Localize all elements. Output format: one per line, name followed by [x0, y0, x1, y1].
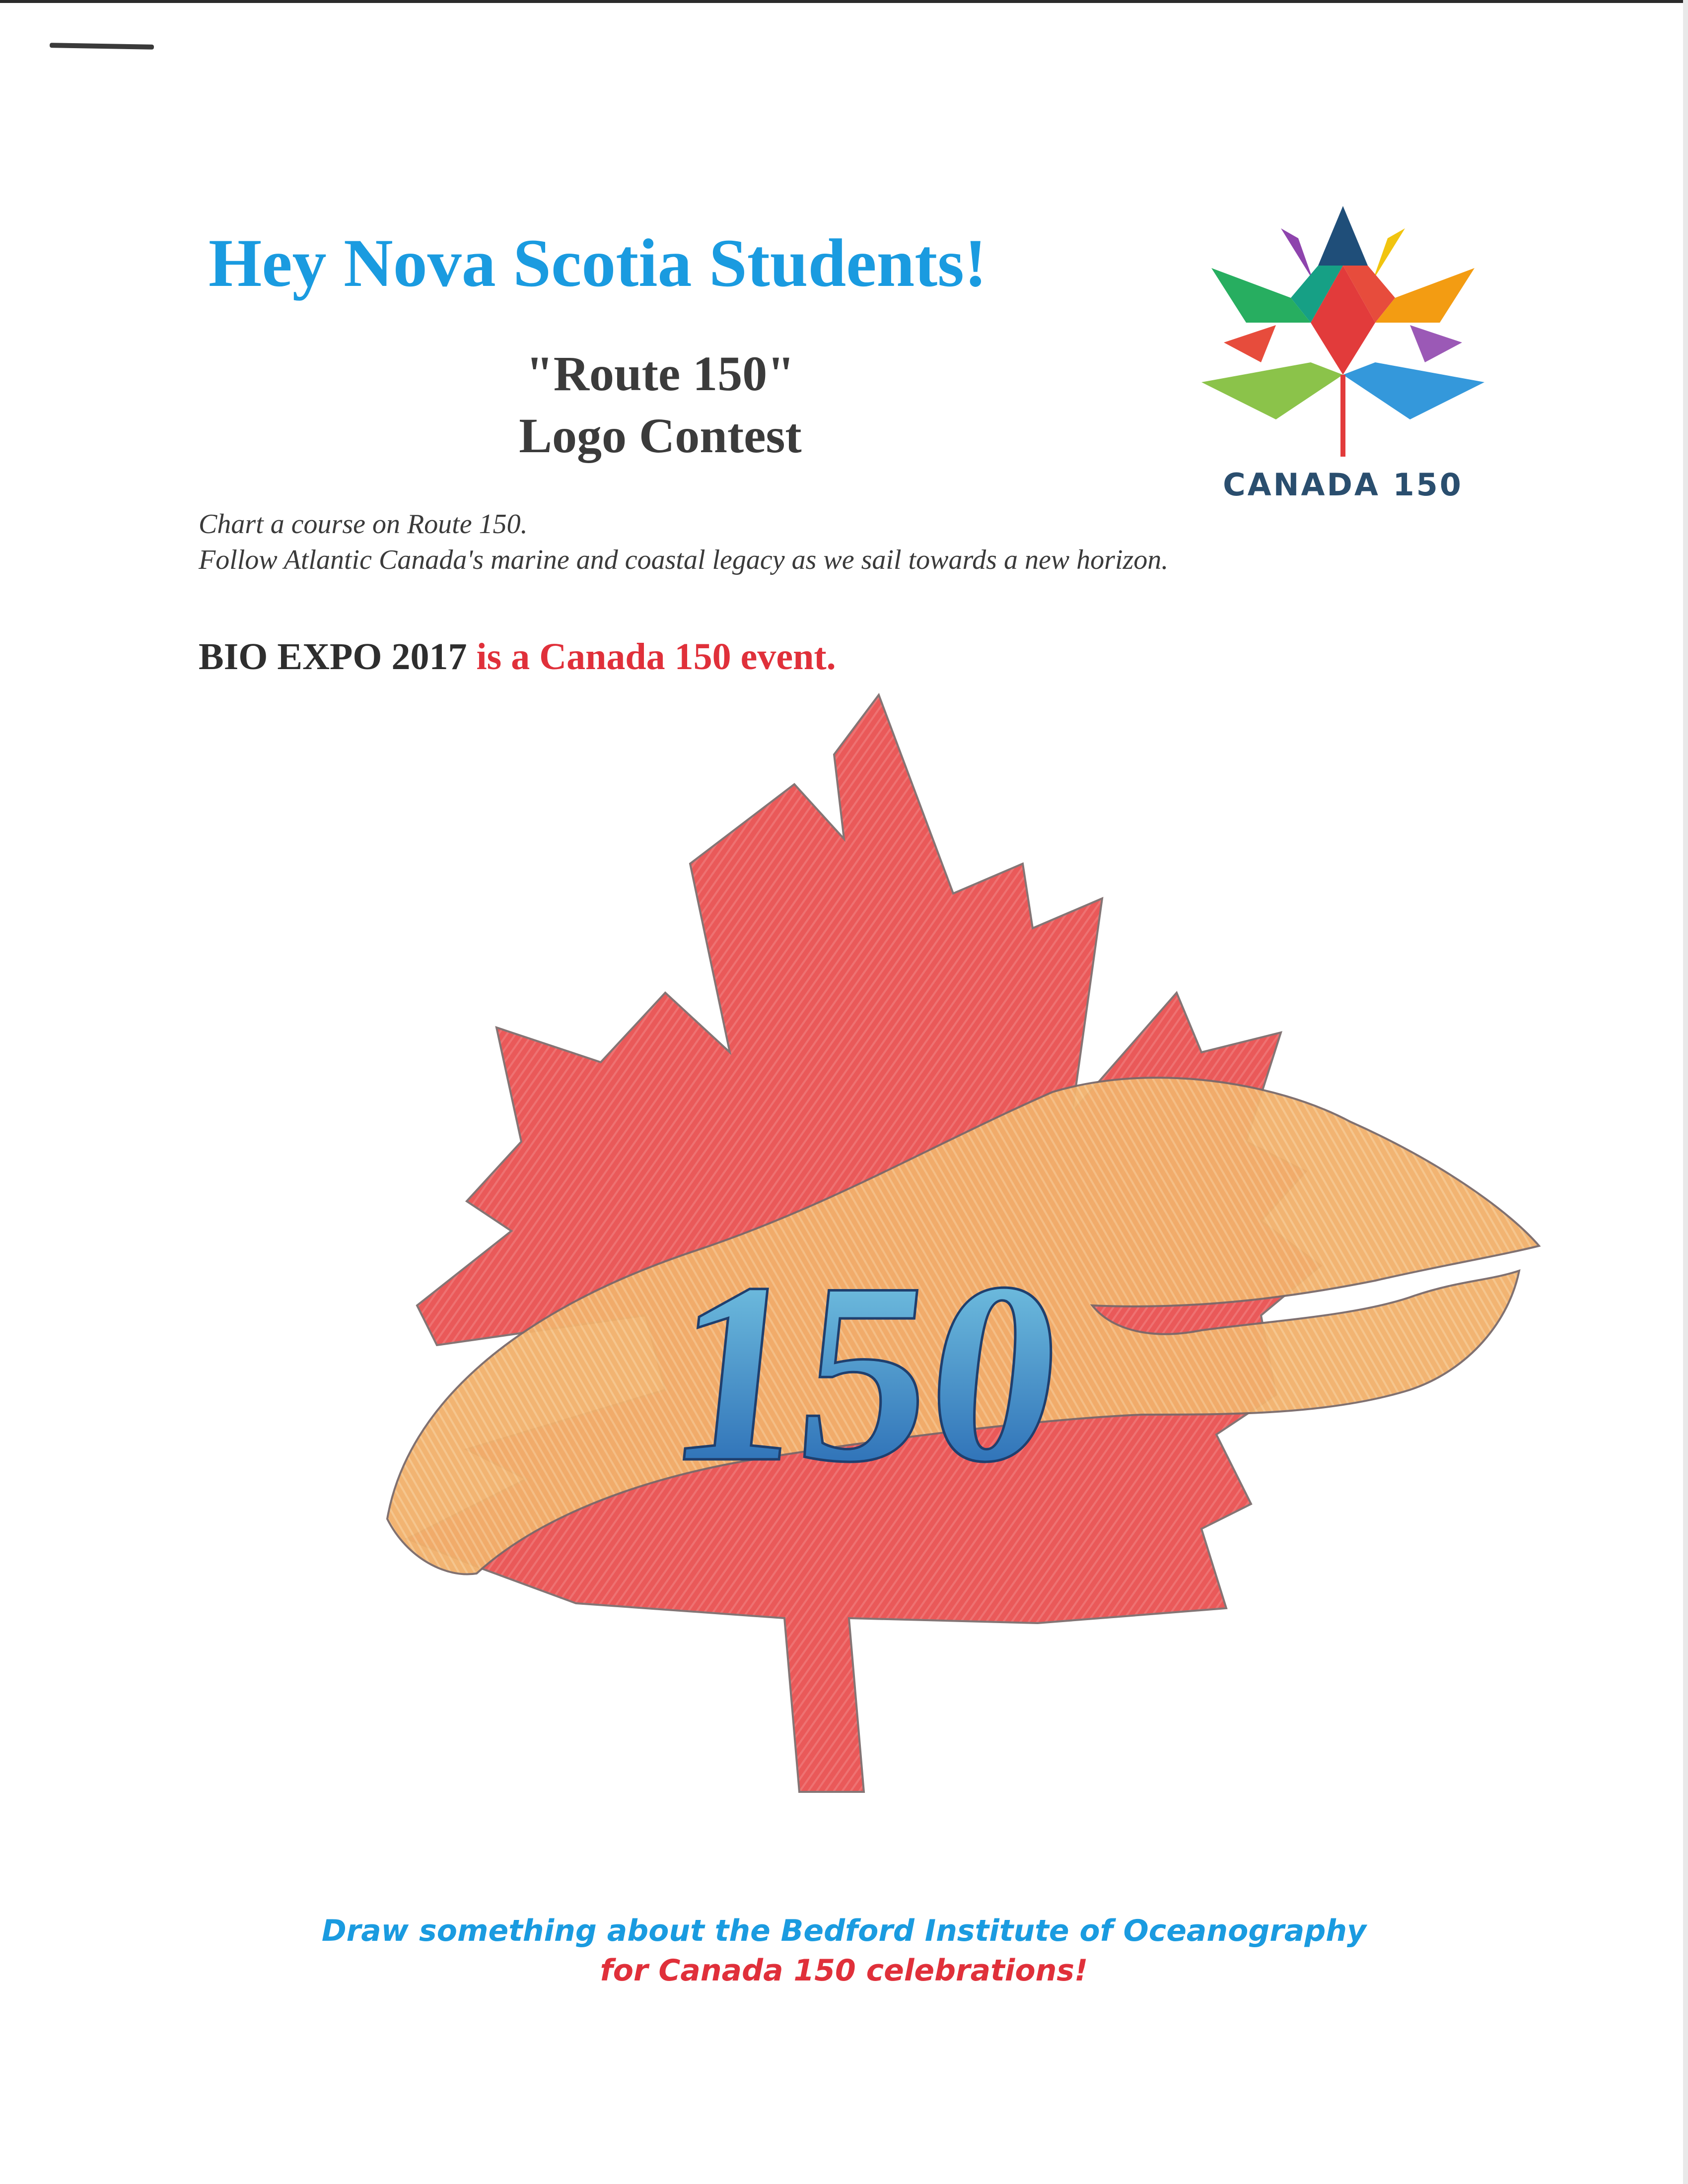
staple-mark [50, 43, 154, 50]
intro-line1: Chart a course on Route 150. [199, 509, 528, 540]
event-name: BIO EXPO 2017 [199, 636, 467, 678]
canada-150-logo [1201, 199, 1484, 503]
footer-line2: for Canada 150 celebrations! [600, 1953, 1088, 1988]
scan-edge [1683, 0, 1688, 2184]
contest-title-line1: "Route 150" [526, 346, 795, 401]
event-statement [199, 635, 1291, 679]
contest-title-line2: Logo Contest [519, 408, 802, 463]
scan-edge [0, 0, 1688, 3]
intro-text [199, 506, 1440, 578]
footer-callout [248, 1911, 1440, 1990]
drawing-number: 150 [657, 1229, 1075, 1515]
logo-wordmark: CANADA 150 [1223, 467, 1463, 503]
intro-line2: Follow Atlantic Canada's marine and coastal legacy as we sail towards a new horizon. [199, 545, 1169, 575]
page-heading: Hey Nova Scotia Students! [209, 225, 987, 301]
event-description: is a Canada 150 event. [467, 636, 836, 678]
maple-leaf-crab-claw-drawing [258, 685, 1589, 1866]
footer-line1: Draw something about the Bedford Institute of Oceanography [321, 1913, 1367, 1948]
contest-title [457, 342, 864, 467]
student-drawing [258, 685, 1589, 1866]
canada-150-maple-leaf-icon [1201, 199, 1484, 457]
